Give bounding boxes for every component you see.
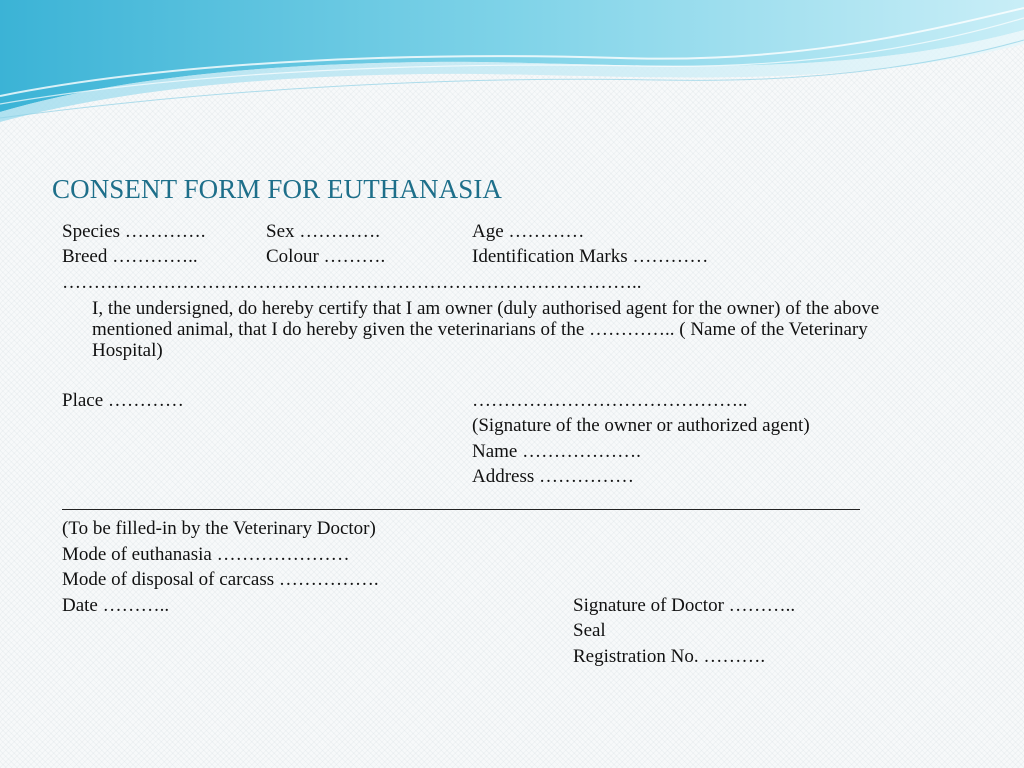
mode-of-disposal-field: Mode of disposal of carcass ……………. (62, 569, 379, 590)
dotted-fill-line: ……………………………………………………………………………….. (62, 272, 642, 293)
species-field: Species …………. (62, 221, 206, 242)
breed-field: Breed ………….. (62, 246, 198, 267)
sex-field: Sex …………. (266, 221, 380, 242)
doctor-signature-field: Signature of Doctor ……….. (573, 595, 796, 616)
colour-field: Colour ………. (266, 246, 386, 267)
section-divider (62, 509, 860, 510)
owner-signature-label: (Signature of the owner or authorized agent) (472, 415, 810, 436)
owner-signature-line: …………………………………….. (472, 390, 748, 411)
mode-of-euthanasia-field: Mode of euthanasia ………………… (62, 544, 350, 565)
age-field: Age ………… (472, 221, 585, 242)
date-field: Date ……….. (62, 595, 170, 616)
doctor-section-note: (To be filled-in by the Veterinary Doctor) (62, 518, 376, 539)
header-wave-decoration (0, 0, 1024, 130)
declaration-paragraph: I, the undersigned, do hereby certify that I am owner (duly authorised agent for the owner) of the above mentioned animal, that I do hereby given the veterinarians of the ………….. ( Name of the Veterinary Hospital) (92, 298, 880, 361)
address-field: Address …………… (472, 466, 635, 487)
place-field: Place ………… (62, 390, 184, 411)
registration-number-field: Registration No. ………. (573, 646, 766, 667)
identification-marks-field: Identification Marks ………… (472, 246, 709, 267)
seal-field: Seal (573, 620, 606, 641)
form-title: CONSENT FORM FOR EUTHANASIA (52, 174, 503, 204)
name-field: Name ………………. (472, 441, 641, 462)
